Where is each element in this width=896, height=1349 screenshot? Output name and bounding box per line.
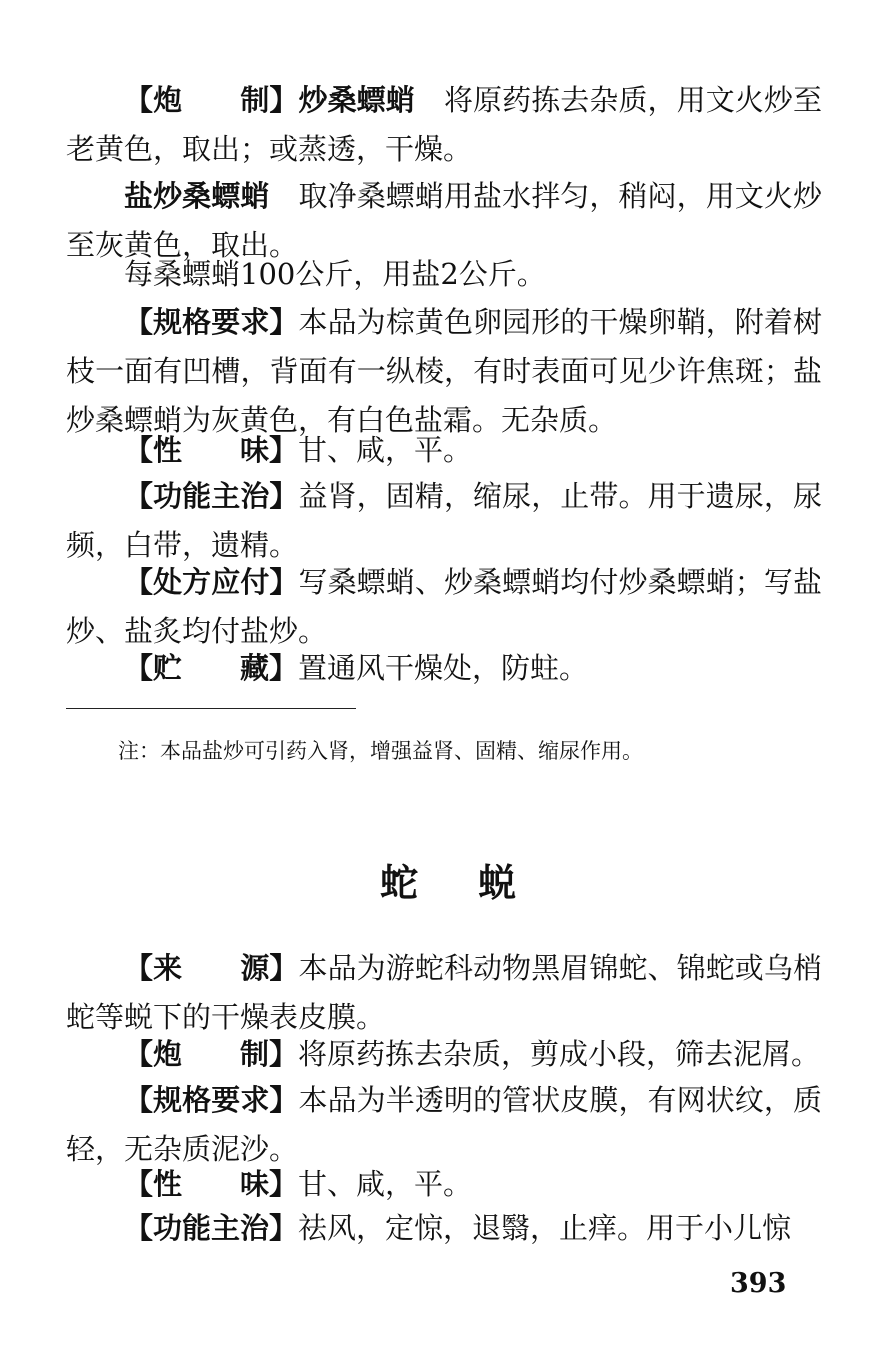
paragraph-text: 将原药拣去杂质，剪成小段，筛去泥屑。 xyxy=(298,1037,821,1071)
paragraph-laiyuan xyxy=(66,944,822,1042)
bold-term: 盐炒桑螵蛸 xyxy=(124,179,270,213)
paragraph-paozhi-2 xyxy=(66,1030,822,1079)
entry-title: 蛇蜕 xyxy=(379,860,576,905)
paragraph-text: 益肾，固精，缩尿，止带。用于遗尿，尿频，白带，遗精。 xyxy=(66,479,822,562)
page-number: 393 xyxy=(730,1268,787,1299)
paragraph-text: 本品为半透明的管状皮膜，有网状纹，质轻，无杂质泥沙。 xyxy=(66,1083,822,1166)
bold-term: 炒桑螵蛸 xyxy=(298,83,415,117)
paragraph-text: 每桑螵蛸100公斤，用盐2公斤。 xyxy=(124,257,546,291)
paragraph-text: 祛风，定惊，退翳，止痒。用于小儿惊 xyxy=(298,1211,792,1245)
paragraph-text: 写桑螵蛸、炒桑螵蛸均付炒桑螵蛸；写盐炒、盐炙均付盐炒。 xyxy=(66,565,822,648)
section-heading: 【功能主治】 xyxy=(124,479,299,513)
section-heading: 【性 味】 xyxy=(124,1167,299,1201)
paragraph-text: 甘、咸，平。 xyxy=(298,1167,473,1201)
paragraph-text: 甘、咸，平。 xyxy=(298,433,473,467)
footnote: 注：本品盐炒可引药入肾，增强益肾、固精、缩尿作用。 xyxy=(118,739,643,763)
section-heading: 【炮 制】 xyxy=(124,1037,299,1071)
section-heading: 【规格要求】 xyxy=(124,1083,299,1117)
section-heading: 【贮 藏】 xyxy=(124,651,299,685)
paragraph-text: 将原药拣去杂质，用文火炒至老黄色，取出；或蒸透，干燥。 xyxy=(66,83,822,166)
paragraph-zhucang xyxy=(66,644,822,693)
section-heading: 【性 味】 xyxy=(124,433,299,467)
footnote-divider xyxy=(66,708,356,709)
paragraph-text: 本品为棕黄色卵园形的干燥卵鞘，附着树枝一面有凹槽，背面有一纵棱，有时表面可见少许焦斑；盐炒桑螵蛸为灰黄色，有白色盐霜。无杂质。 xyxy=(66,305,822,437)
paragraph-xingwei xyxy=(66,426,822,475)
section-heading: 【来 源】 xyxy=(124,951,299,985)
section-heading: 【处方应付】 xyxy=(124,565,299,599)
paragraph-gongneng-2 xyxy=(66,1204,822,1253)
section-heading: 【炮 制】 xyxy=(124,83,299,117)
paragraph-chufang xyxy=(66,558,822,656)
section-heading: 【功能主治】 xyxy=(124,1211,299,1245)
paragraph-text: 本品为游蛇科动物黑眉锦蛇、锦蛇或乌梢蛇等蜕下的干燥表皮膜。 xyxy=(66,951,822,1034)
paragraph-xingwei-2 xyxy=(66,1160,822,1209)
section-heading: 【规格要求】 xyxy=(124,305,299,339)
paragraph-text: 置通风干燥处，防蛀。 xyxy=(298,651,589,685)
paragraph-gongneng xyxy=(66,472,822,570)
paragraph-paozhi xyxy=(66,76,822,174)
paragraph-text: 取净桑螵蛸用盐水拌匀，稍闷，用文火炒至灰黄色，取出。 xyxy=(66,179,822,262)
paragraph-dosage xyxy=(66,250,822,299)
paragraph-guige xyxy=(66,298,822,445)
